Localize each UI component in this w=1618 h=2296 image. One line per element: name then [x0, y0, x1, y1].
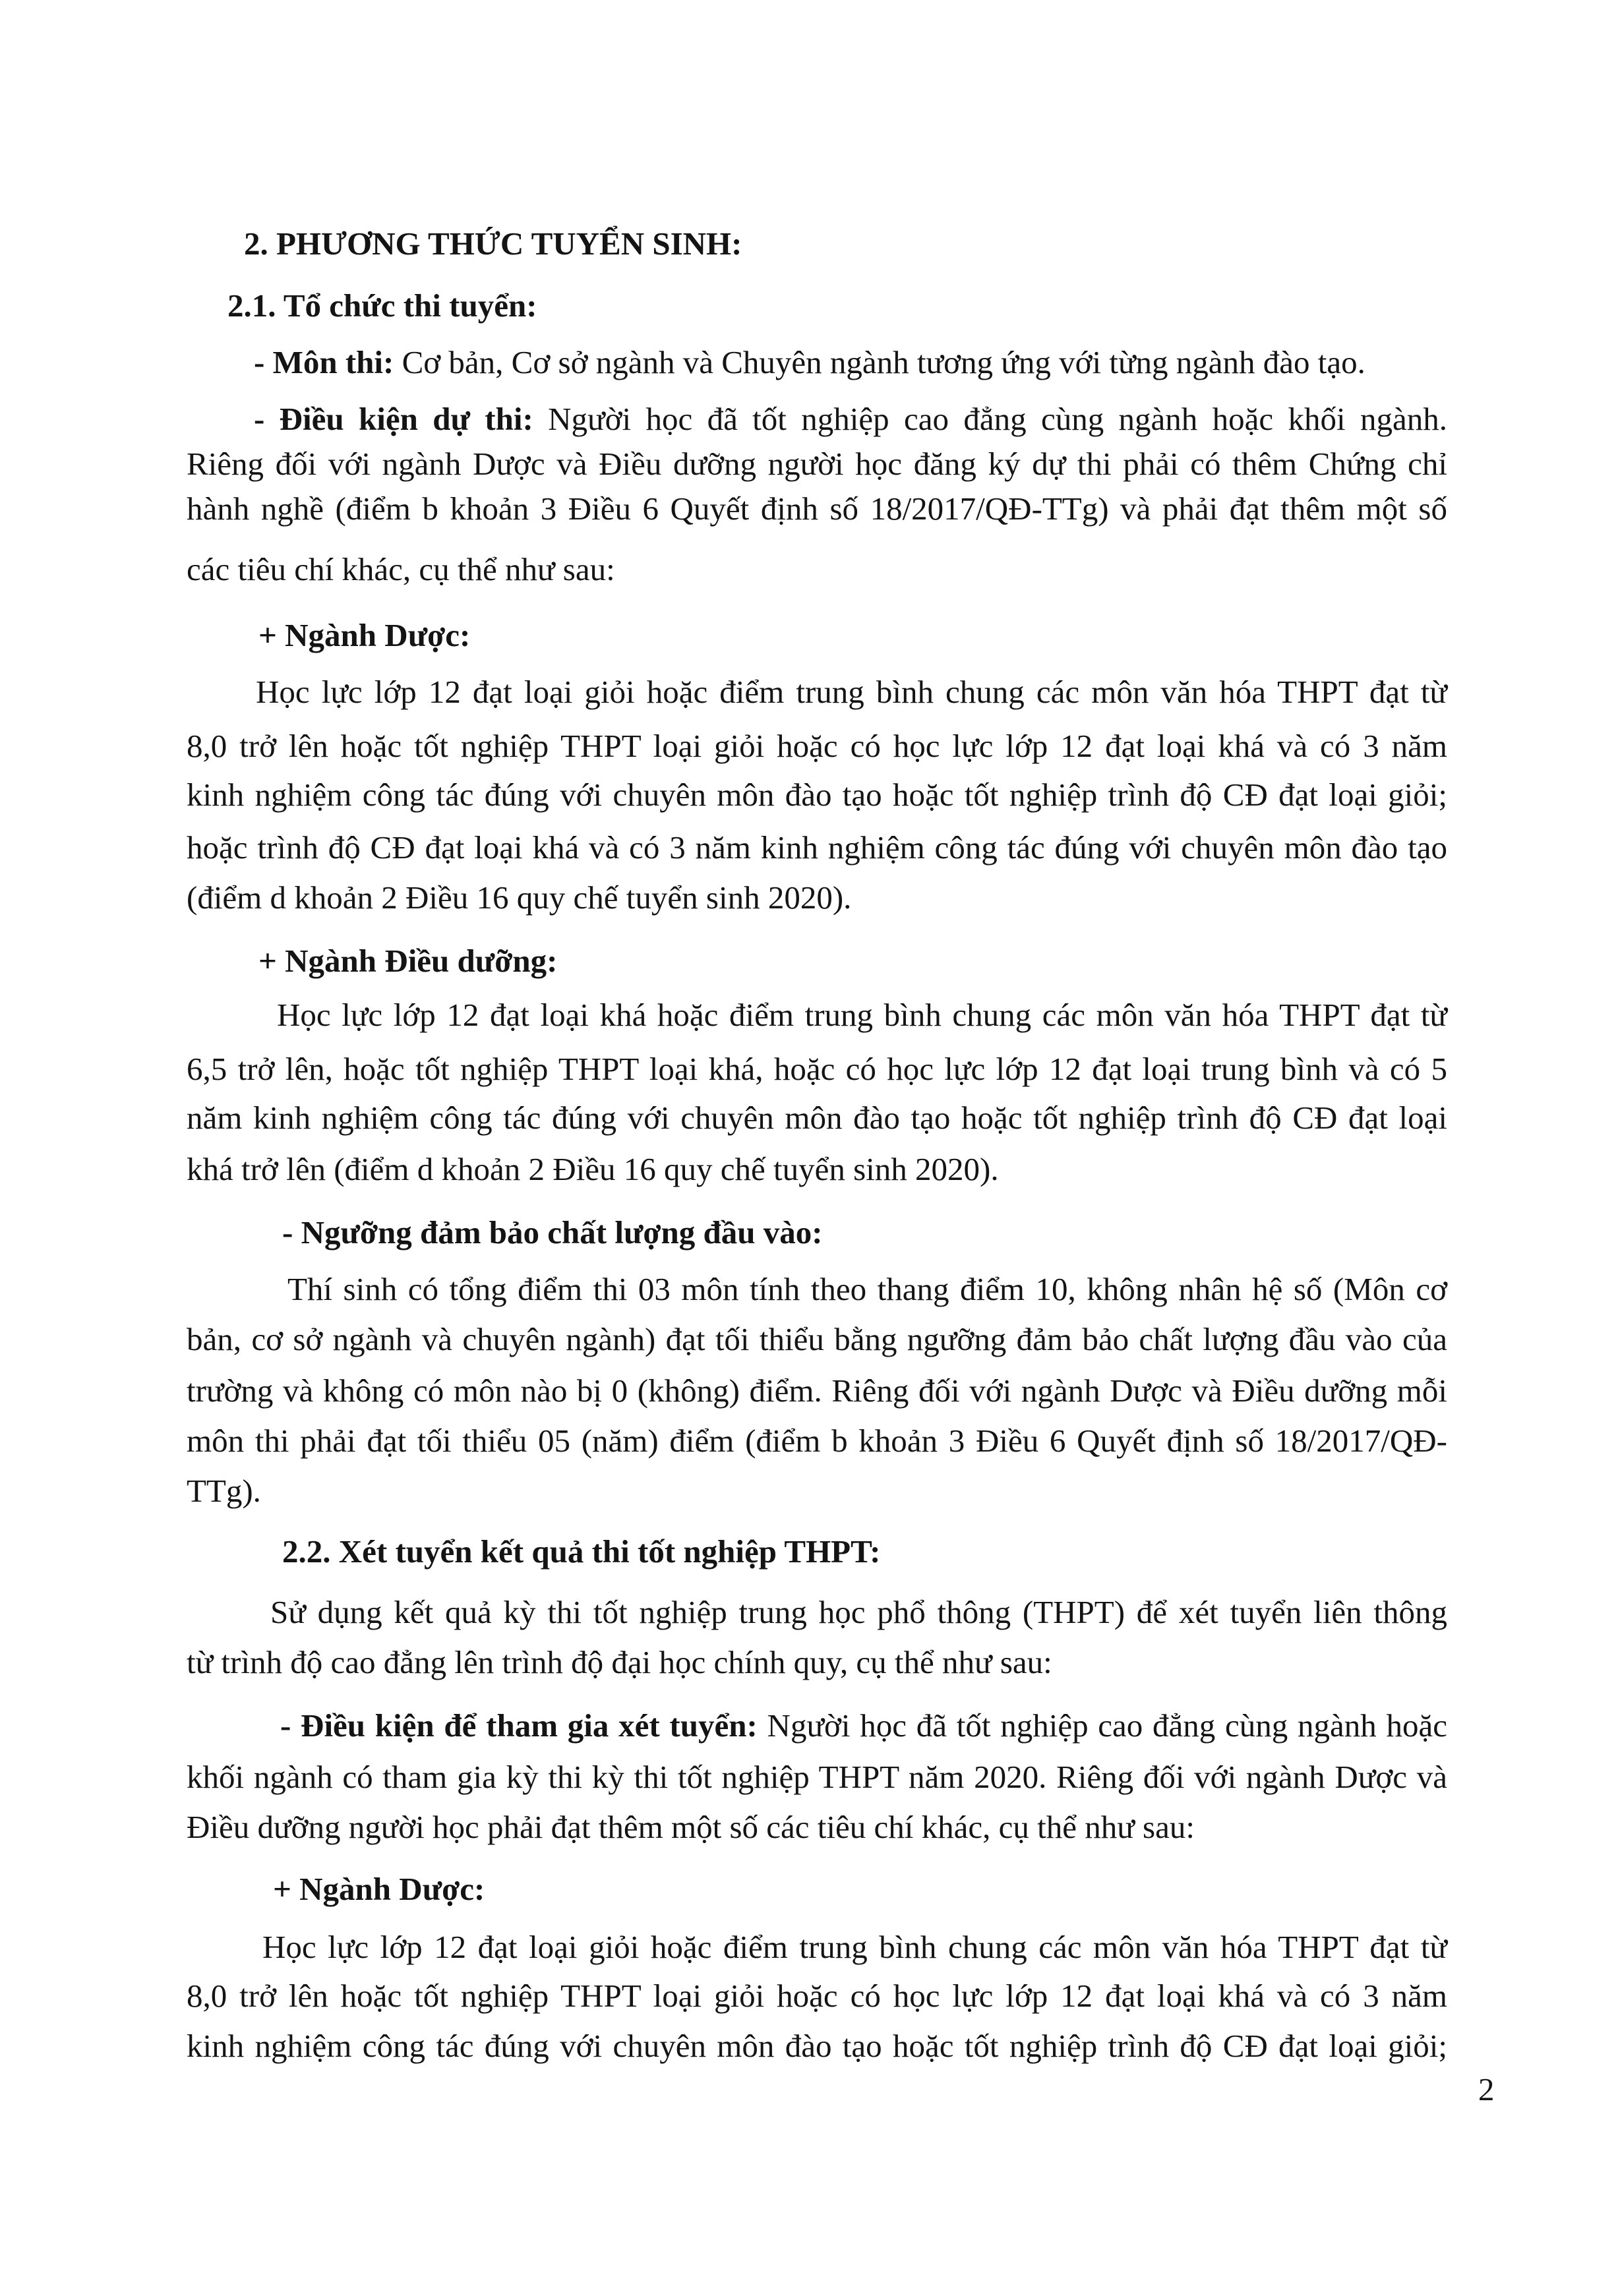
nguong-line-1: Thí sinh có tổng điểm thi 03 môn tính theo thang điểm 10, không nhân hệ số (Môn cơ: [287, 1271, 1447, 1307]
page-number: 2: [1478, 2071, 1495, 2107]
nganh-duoc-2-line-3: kinh nghiệm công tác đúng với chuyên môn đào tạo hoặc tốt nghiệp trình độ CĐ đạt loại giỏi;: [187, 2028, 1447, 2064]
dieu-kien-line-3: hành nghề (điểm b khoản 3 Điều 6 Quyết định số 18/2017/QĐ-TTg) và phải đạt thêm một số: [187, 490, 1447, 527]
section-title: 2. PHƯƠNG THỨC TUYỂN SINH:: [244, 225, 742, 262]
nganh-duoc-heading: + Ngành Dược:: [258, 617, 471, 653]
subsection-heading-2-2: 2.2. Xét tuyển kết quả thi tốt nghiệp THPT:: [282, 1533, 881, 1570]
nganh-duoc-line-3: kinh nghiệm công tác đúng với chuyên môn đào tạo hoặc tốt nghiệp trình độ CĐ đạt loại giỏi;: [187, 777, 1447, 813]
dieu-kien-xet-tuyen-label: - Điều kiện để tham gia xét tuyển:: [280, 1707, 758, 1744]
xet-tuyen-intro-line-1: Sử dụng kết quả kỳ thi tốt nghiệp trung học phổ thông (THPT) để xét tuyển liên thông: [270, 1594, 1447, 1630]
mon-thi-text: Cơ bản, Cơ sở ngành và Chuyên ngành tương ứng với từng ngành đào tạo.: [394, 344, 1365, 380]
nguong-line-5: TTg).: [187, 1473, 261, 1509]
nganh-duoc-2-heading: + Ngành Dược:: [273, 1871, 485, 1907]
dieu-kien-xet-tuyen-line-2: khối ngành có tham gia kỳ thi kỳ thi tốt nghiệp THPT năm 2020. Riêng đối với ngành Dược và: [187, 1759, 1447, 1795]
subsection-heading-2-1: 2.1. Tổ chức thi tuyển:: [227, 287, 537, 324]
nguong-heading: - Ngưỡng đảm bảo chất lượng đầu vào:: [282, 1214, 823, 1251]
dieu-kien-line-2: Riêng đối với ngành Dược và Điều dưỡng người học đăng ký dự thi phải có thêm Chứng chỉ: [187, 446, 1447, 482]
dieu-kien-text: Người học đã tốt nghiệp cao đẳng cùng ngành hoặc khối ngành.: [533, 401, 1447, 437]
dieu-kien-xet-tuyen-text: Người học đã tốt nghiệp cao đẳng cùng ngành hoặc: [757, 1707, 1447, 1744]
dieu-kien-xet-tuyen-line-3: Điều dưỡng người học phải đạt thêm một số các tiêu chí khác, cụ thể như sau:: [187, 1809, 1195, 1845]
mon-thi-label: - Môn thi:: [254, 344, 394, 380]
nguong-line-4: môn thi phải đạt tối thiểu 05 (năm) điểm (điểm b khoản 3 Điều 6 Quyết định số 18/2017/QĐ-: [187, 1423, 1447, 1459]
nganh-dieu-duong-line-3: năm kinh nghiệm công tác đúng với chuyên môn đào tạo hoặc tốt nghiệp trình độ CĐ đạt loại: [187, 1100, 1447, 1136]
nganh-dieu-duong-heading: + Ngành Điều dưỡng:: [258, 943, 558, 979]
nganh-duoc-line-2: 8,0 trở lên hoặc tốt nghiệp THPT loại giỏi hoặc có học lực lớp 12 đạt loại khá và có 3 năm: [187, 728, 1447, 764]
nganh-duoc-line-1: Học lực lớp 12 đạt loại giỏi hoặc điểm trung bình chung các môn văn hóa THPT đạt từ: [256, 674, 1447, 710]
nganh-duoc-2-line-2: 8,0 trở lên hoặc tốt nghiệp THPT loại giỏi hoặc có học lực lớp 12 đạt loại khá và có 3 năm: [187, 1978, 1447, 2014]
nganh-duoc-line-5: (điểm d khoản 2 Điều 16 quy chế tuyển sinh 2020).: [187, 879, 852, 916]
nganh-duoc-2-line-1: Học lực lớp 12 đạt loại giỏi hoặc điểm trung bình chung các môn văn hóa THPT đạt từ: [262, 1929, 1447, 1965]
nganh-duoc-line-4: hoặc trình độ CĐ đạt loại khá và có 3 năm kinh nghiệm công tác đúng với chuyên môn đào tạo: [187, 829, 1447, 866]
dieu-kien-line-4: các tiêu chí khác, cụ thể như sau:: [187, 551, 615, 587]
nganh-dieu-duong-line-4: khá trở lên (điểm d khoản 2 Điều 16 quy chế tuyển sinh 2020).: [187, 1151, 999, 1187]
mon-thi-line: [254, 341, 1365, 384]
dieu-kien-xet-tuyen-line-1: [280, 1705, 1447, 1747]
dieu-kien-label: - Điều kiện dự thi:: [254, 401, 533, 437]
nganh-dieu-duong-line-1: Học lực lớp 12 đạt loại khá hoặc điểm trung bình chung các môn văn hóa THPT đạt từ: [277, 997, 1447, 1033]
dieu-kien-line-1: [254, 398, 1447, 440]
nguong-line-2: bản, cơ sở ngành và chuyên ngành) đạt tối thiểu bằng ngưỡng đảm bảo chất lượng đầu vào của: [187, 1321, 1447, 1357]
nguong-line-3: trường và không có môn nào bị 0 (không) điểm. Riêng đối với ngành Dược và Điều dưỡng mỗi: [187, 1372, 1447, 1409]
nganh-dieu-duong-line-2: 6,5 trở lên, hoặc tốt nghiệp THPT loại khá, hoặc có học lực lớp 12 đạt loại trung bình và có 5: [187, 1051, 1447, 1087]
xet-tuyen-intro-line-2: từ trình độ cao đẳng lên trình độ đại học chính quy, cụ thể như sau:: [187, 1644, 1052, 1680]
